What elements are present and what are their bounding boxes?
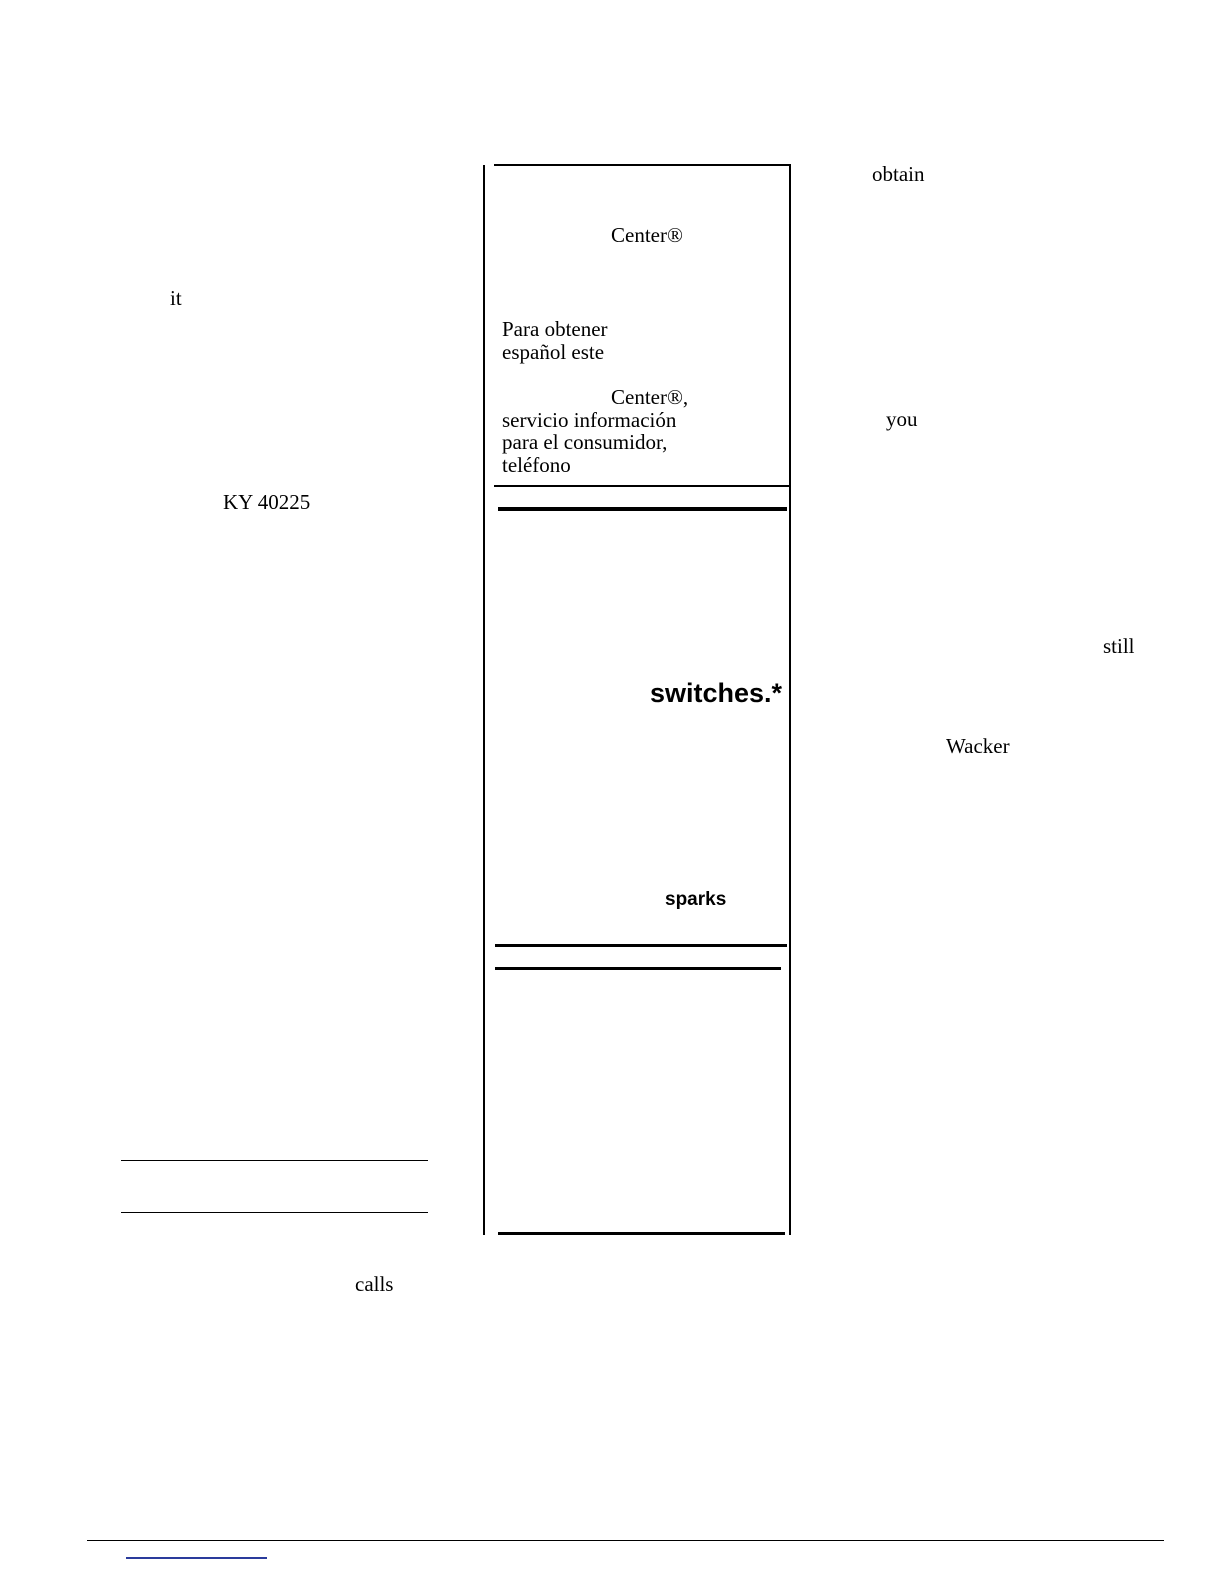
footer-rule	[87, 1540, 1164, 1541]
spanish-line-5: para el consumidor,	[502, 430, 668, 454]
section-rule-thick-1	[498, 507, 787, 511]
right-word-wacker: Wacker	[946, 734, 1010, 758]
left-word-calls: calls	[355, 1272, 394, 1296]
box-right-border	[789, 165, 791, 1235]
box-top-border	[494, 164, 791, 166]
section-rule-thick-3	[495, 967, 781, 970]
box-bottom-rule	[498, 1232, 785, 1235]
signature-line-1	[121, 1160, 428, 1161]
spanish-line-3: Center®,	[611, 385, 689, 409]
spanish-line-1: Para obtener	[502, 317, 608, 341]
zip-code-text: KY 40225	[223, 490, 311, 514]
switches-heading: switches.*	[650, 678, 783, 708]
right-word-still: still	[1103, 634, 1135, 658]
right-word-you: you	[886, 407, 918, 431]
box-divider-1	[494, 485, 791, 487]
spanish-line-4: servicio información	[502, 408, 677, 432]
right-word-obtain: obtain	[872, 162, 925, 186]
signature-line-2	[121, 1212, 428, 1213]
section-rule-thick-2	[495, 944, 787, 947]
box-left-border	[483, 165, 485, 1235]
center-mark-1: Center®	[611, 223, 683, 247]
left-word-it: it	[170, 286, 182, 310]
footer-link-underline[interactable]	[126, 1557, 267, 1559]
sparks-word: sparks	[665, 889, 727, 910]
spanish-line-2: español este	[502, 340, 605, 364]
spanish-line-6: teléfono	[502, 453, 571, 477]
